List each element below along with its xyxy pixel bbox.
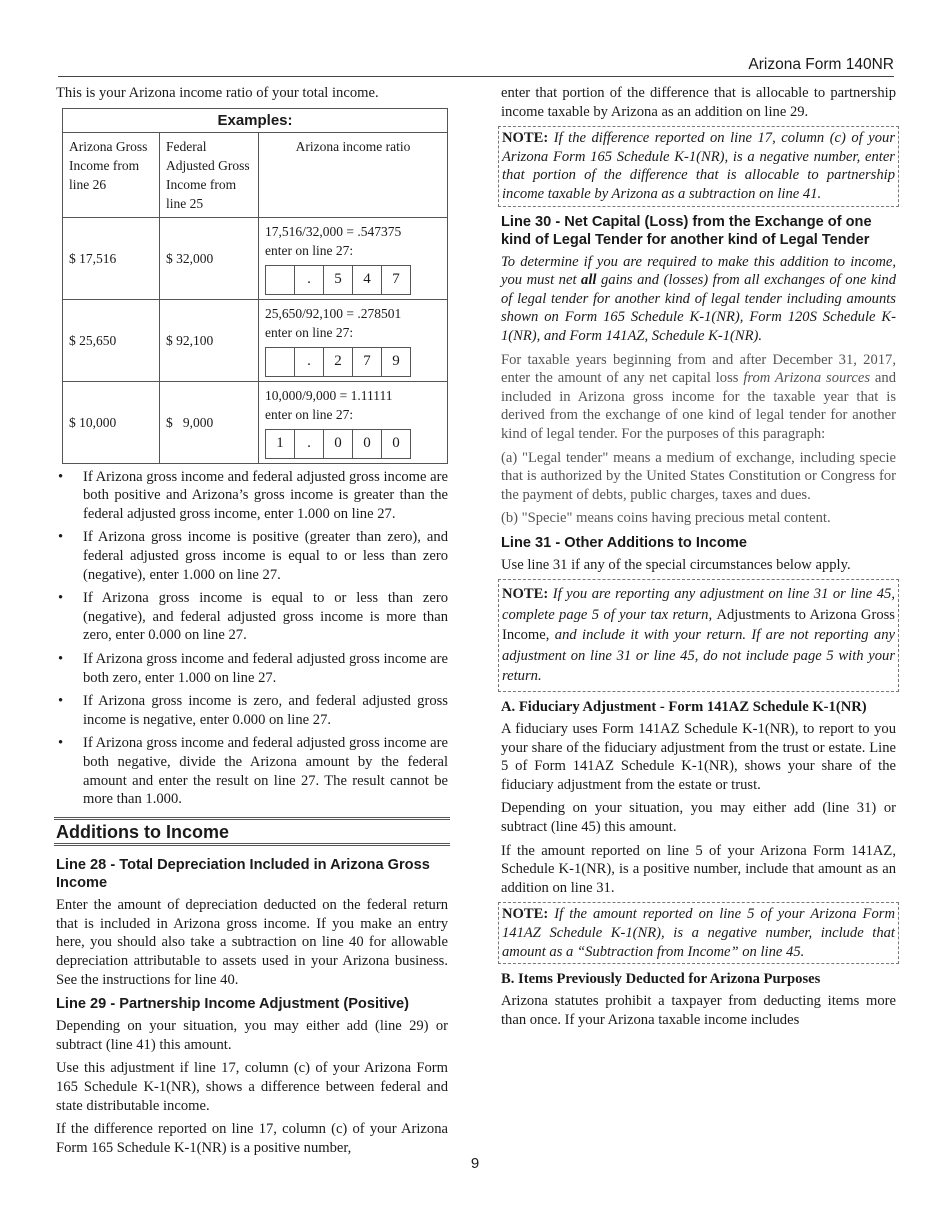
items-deducted-heading: B. Items Previously Deducted for Arizona Purposes: [501, 971, 821, 988]
note-label: NOTE:: [502, 130, 549, 147]
fiduciary-p1: A fiduciary uses Form 141AZ Schedule K-1(NR), to report to you your share of the fiduciary adjustment from the trust or estate. Line 5 of Form 141AZ Schedule K-1(NR), shows your share of the fiduciary adjustment from the estate or trust.: [501, 720, 896, 793]
digit-box: [265, 265, 295, 295]
note-line29-negative: [498, 126, 899, 206]
digit-box: 5: [323, 265, 353, 295]
ratio-cell: [259, 217, 448, 299]
note-label: NOTE:: [502, 906, 549, 923]
digit-box: 0: [352, 429, 382, 459]
note-text: If the difference reported on line 17, column (c) of your Arizona Form 165 Schedule K-1(NR), is a negative number, enter that portion of the difference that is allocable to partnership income taxable by Arizona as a subtraction on line 41.: [502, 130, 896, 202]
line30-p1: [501, 253, 896, 346]
digit-boxes: [265, 347, 441, 377]
line30-p2: [501, 351, 896, 444]
table-row: [63, 299, 448, 381]
line29-p1: Depending on your situation, you may either add (line 29) or subtract (line 41) this amount.: [56, 1018, 448, 1053]
ratio-calc: 10,000/9,000 = 1.11111: [265, 387, 393, 403]
list-item: • If Arizona gross income is equal to or less than zero (negative), and federal adjusted gross income is more than zero, enter 0.000 on line 27.: [56, 589, 448, 645]
line29-heading: Line 29 - Partnership Income Adjustment (Positive): [56, 996, 410, 1013]
ratio-calc: 25,650/92,100 = .278501: [265, 305, 402, 321]
line29-p2: Use this adjustment if line 17, column (c) of your Arizona Form 165 Schedule K-1(NR), shows a difference between federal and state distributable income.: [56, 1060, 448, 1114]
col-header-fed: Federal Adjusted Gross Income from line 25: [160, 132, 259, 217]
ratio-calc: 17,516/32,000 = .547375: [265, 223, 402, 239]
line30-p2-b: and included in Arizona gross income for the taxable year that is derived from the exchange of one kind of legal tender for another kind of legal tender. For the purposes of this paragraph:: [501, 370, 896, 442]
list-item: • If Arizona gross income is zero, and federal adjusted gross income is negative, enter 0.000 on line 27.: [56, 692, 448, 729]
table-row: [63, 217, 448, 299]
az-income: $ 17,516: [63, 217, 160, 299]
examples-title: Examples:: [63, 108, 448, 132]
digit-box: .: [294, 265, 324, 295]
note-text-roman: Adjustments to Arizona Gross Income: [502, 606, 895, 644]
line31-heading: Line 31 - Other Additions to Income: [501, 534, 747, 551]
note-page5: [498, 579, 899, 692]
line30-p1-b: gains and (losses) from all exchanges of one kind of legal tender for another kind of legal tender including amounts shown on Form 165 Schedule K-1(NR), Form 120S Schedule K-1(NR), and Form 141AZ, Schedule K-1(NR).: [501, 272, 896, 344]
list-item: • If Arizona gross income and federal adjusted gross income are both negative, divide the Arizona amount by the federal amount and enter the result on line 27. The result cannot be more than 1.000.: [56, 734, 448, 808]
enter-label: enter on line 27:: [265, 242, 354, 258]
items-deducted-p1: Arizona statutes prohibit a taxpayer from deducting items more than once. If your Arizona taxable income includes: [501, 993, 896, 1028]
digit-box: 7: [381, 265, 411, 295]
fiduciary-heading: A. Fiduciary Adjustment - Form 141AZ Schedule K-1(NR): [501, 698, 867, 715]
note-fiduciary-negative: [498, 902, 899, 964]
az-income: $ 25,650: [63, 299, 160, 381]
digit-box: 0: [323, 429, 353, 459]
digit-boxes: [265, 429, 441, 459]
enter-label: enter on line 27:: [265, 324, 354, 340]
note-label: NOTE:: [502, 586, 549, 603]
list-item: • If Arizona gross income is positive (greater than zero), and federal adjusted gross income is equal to or less than zero (negative), enter 1.000 on line 27.: [56, 528, 448, 584]
right-column: [501, 84, 896, 1034]
line29-p3: If the difference reported on line 17, column (c) of your Arizona Form 165 Schedule K-1(NR) is a positive number,: [56, 1121, 448, 1156]
col-header-az: Arizona Gross Income from line 26: [63, 132, 160, 217]
digit-box: 2: [323, 347, 353, 377]
page-number: 9: [470, 1155, 480, 1172]
col-header-ratio: Arizona income ratio: [259, 132, 448, 217]
note-text: , and include it with your return. If are not reporting any adjustment on line 31 or line 45, do not include page 5 with your return.: [502, 627, 895, 685]
table-row: [63, 381, 448, 463]
line30-p1-bold: all: [581, 272, 597, 289]
line30-heading: Line 30 - Net Capital (Loss) from the Exchange of one kind of Legal Tender for another kind of Legal Tender: [501, 213, 872, 248]
examples-table: [62, 108, 448, 464]
line30-p2-a: For taxable years beginning from and after December 31, 2017, enter the amount of any net capital loss: [501, 351, 896, 387]
digit-boxes: [265, 265, 441, 295]
digit-box: 4: [352, 265, 382, 295]
line31-text: Use line 31 if any of the special circumstances below apply.: [501, 556, 851, 573]
line30-def-b: (b) "Specie" means coins having precious metal content.: [501, 510, 831, 527]
form-title: Arizona Form 140NR: [748, 56, 894, 73]
fed-income: $ 32,000: [160, 217, 259, 299]
az-income: $ 10,000: [63, 381, 160, 463]
ratio-rules-list: [56, 468, 448, 809]
digit-box: 0: [381, 429, 411, 459]
list-item: • If Arizona gross income and federal adjusted gross income are both zero, enter 1.000 on line 27.: [56, 650, 448, 687]
fiduciary-p3: If the amount reported on line 5 of your Arizona Form 141AZ, Schedule K-1(NR), is a positive number, include that amount as an addition on line 31.: [501, 842, 896, 896]
note-text: If the amount reported on line 5 of your Arizona Form 141AZ Schedule K-1(NR), is a negative number, include that amount as a “Subtraction from Income” on line 45.: [502, 906, 895, 960]
digit-box: 7: [352, 347, 382, 377]
fed-income: $ 9,000: [160, 381, 259, 463]
digit-box: .: [294, 429, 324, 459]
line28-text: Enter the amount of depreciation deducted on the federal return that is included in Arizona gross income. If you make an entry here, you should also take a subtraction on line 40 for allowable depreciation attributable to assets used in your Arizona business. See the instructions for line 40.: [56, 897, 448, 988]
digit-box: [265, 347, 295, 377]
line29-continued: enter that portion of the difference that is allocable to partnership income taxable by Arizona as an addition on line 29.: [501, 85, 896, 120]
note-text: If you are reporting any adjustment on line 31 or line 45, complete page 5 of your tax return,: [502, 586, 895, 623]
enter-label: enter on line 27:: [265, 406, 354, 422]
digit-box: 1: [265, 429, 295, 459]
additions-heading: Additions to Income: [56, 821, 229, 842]
ratio-cell: [259, 381, 448, 463]
line30-p1-a: To determine if you are required to make this addition to income, you must net: [501, 253, 896, 289]
fiduciary-p2: Depending on your situation, you may either add (line 31) or subtract (line 45) this amount.: [501, 800, 896, 835]
fed-income: $ 92,100: [160, 299, 259, 381]
list-item: • If Arizona gross income and federal adjusted gross income are both positive and Arizona’s gross income is greater than the federal adjusted gross income, enter 1.000 on line 27.: [56, 468, 448, 524]
ratio-cell: [259, 299, 448, 381]
line30-def-a: (a) "Legal tender" means a medium of exchange, including specie that is authorized by the United States Constitution or Congress for the payment of debts, public charges, taxes and dues.: [501, 449, 896, 503]
left-column: [56, 84, 448, 1162]
ratio-intro: This is your Arizona income ratio of your total income.: [56, 85, 379, 101]
line28-heading: Line 28 - Total Depreciation Included in Arizona Gross Income: [56, 857, 430, 892]
page-header: [58, 56, 894, 77]
digit-box: .: [294, 347, 324, 377]
digit-box: 9: [381, 347, 411, 377]
additions-section-header: [54, 817, 450, 847]
line30-p2-italic: from Arizona sources: [743, 370, 871, 387]
